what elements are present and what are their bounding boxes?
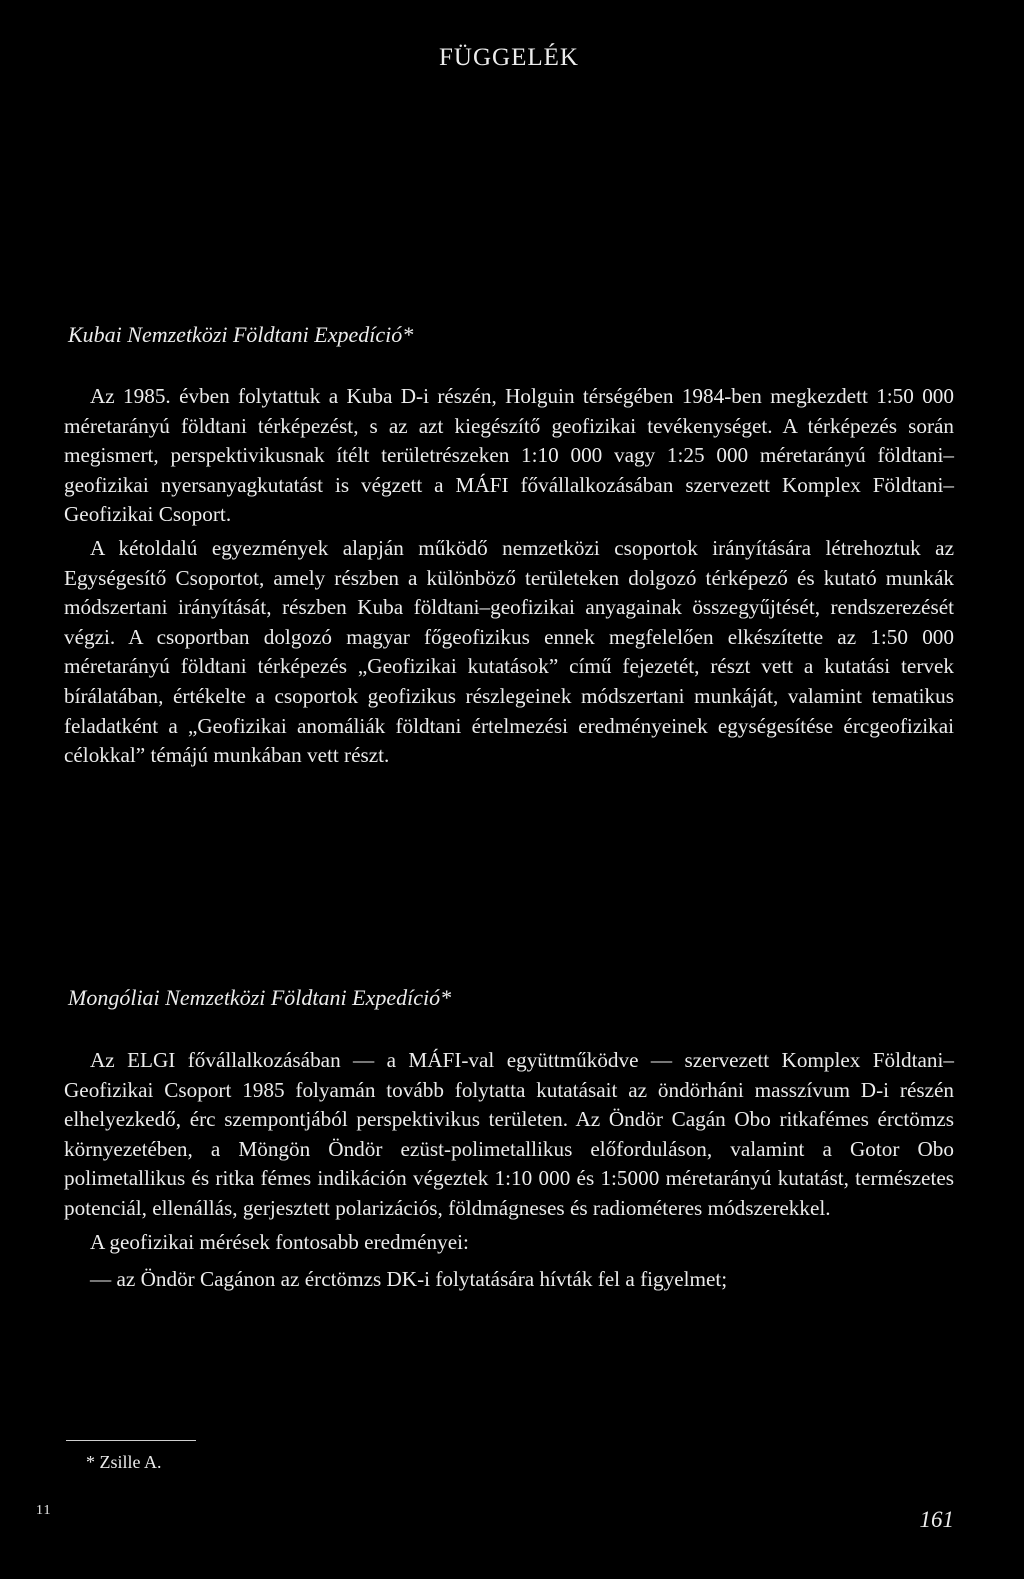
- paragraph: Az ELGI fővállalkozásában — a MÁFI-val együttműködve — szervezett Komplex Földtani–Geofizikai Csoport 1985 folyamán tovább folytatta kutatásait az öndörháni masszívum D-i részén elhelyezkedő, érc szempontjából perspektivikus területen. Az Öndör Cagán Obo ritkafémes érctömzs környezetében, a Möngön Öndör ezüst-polimetallikus előforduláson, valamint a Gotor Obo polimetallikus és ritka fémes indikáción végeztek 1:10 000 és 1:5000 méretarányú kutatást, természetes potenciál, ellenállás, gerjesztett polarizációs, földmágneses és radiométeres módszerekkel.: [64, 1048, 954, 1220]
- document-page: [36, 0, 954, 1579]
- running-head: FÜGGELÉK: [439, 44, 579, 71]
- footnote-divider: [66, 1440, 196, 1441]
- signature-mark: 11: [36, 1503, 52, 1518]
- section-title-cuba: Kubai Nemzetközi Földtani Expedíció*: [68, 322, 414, 347]
- footnote: * Zsille A.: [86, 1452, 162, 1472]
- section-body-cuba: [64, 382, 954, 771]
- page-number: 161: [919, 1507, 954, 1532]
- paragraph: Az 1985. évben folytattuk a Kuba D-i részén, Holguin térségében 1984-ben megkezdett 1:50 000 méretarányú földtani térképezést, s az azt kiegészítő geofizikai tevékenységet. A térképezés során megismert, perspektivikusnak ítélt területrészeken 1:10 000 vagy 1:25 000 méretarányú földtani–geofizikai nyersanyagkutatást is végzett a MÁFI fővállalkozásában szervezett Komplex Földtani–Geofizikai Csoport.: [64, 384, 954, 527]
- paragraph: A kétoldalú egyezmények alapján működő nemzetközi csoportok irányítására létrehoztuk az Egységesítő Csoportot, amely részben a különböző területeken dolgozó térképező és kutató munkák módszertani irányítását, részben Kuba földtani–geofizikai anyagainak összegyűjtését, rendszerezését végzi. A csoportban dolgozó magyar főgeofizikus ennek megfelelően elkészítette az 1:50 000 méretarányú földtani térképezés „Geofizikai kutatások” című fejezetét, részt vett a kutatási tervek bírálatában, értékelte a csoportok geofizikus részlegeinek módszertani munkáját, valamint tematikus feladatként a „Geofizikai anomáliák földtani értelmezési eredményeinek egységesítése ércgeofizikai célokkal” témájú munkában vett részt.: [64, 535, 954, 768]
- section-body-mongolia: [64, 1046, 954, 1295]
- paragraph: A geofizikai mérések fontosabb eredményei:: [90, 1229, 469, 1254]
- list-item: — az Öndör Cagánon az érctömzs DK-i folytatására hívták fel a figyelmet;: [90, 1267, 728, 1292]
- section-title-mongolia: Mongóliai Nemzetközi Földtani Expedíció*: [68, 985, 452, 1010]
